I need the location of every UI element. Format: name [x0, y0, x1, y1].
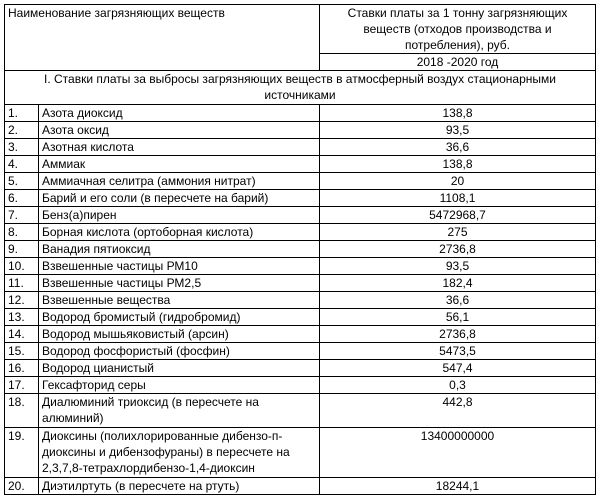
row-number: 18. — [5, 394, 39, 428]
table-row — [5, 343, 596, 360]
table-row — [5, 292, 596, 309]
table-row — [5, 360, 596, 377]
row-rate: 2736,8 — [320, 241, 596, 258]
table-row — [5, 122, 596, 139]
row-substance: Аммиак — [39, 156, 320, 173]
table-row — [5, 173, 596, 190]
row-substance: Взвешенные вещества — [39, 292, 320, 309]
row-number: 2. — [5, 122, 39, 139]
row-number: 4. — [5, 156, 39, 173]
row-number: 5. — [5, 173, 39, 190]
table-row — [5, 478, 596, 495]
section-title: I. Ставки платы за выбросы загрязняющих веществ в атмосферный воздух стационарными источниками — [5, 71, 596, 105]
header-rate-column: Ставки платы за 1 тонну загрязняющих веществ (отходов производства и потребления), руб. — [320, 5, 596, 54]
row-number: 20. — [5, 478, 39, 495]
row-substance: Водород цианистый — [39, 360, 320, 377]
row-substance: Диэтилртуть (в пересчете на ртуть) — [39, 478, 320, 495]
row-rate: 93,5 — [320, 122, 596, 139]
row-rate: 20 — [320, 173, 596, 190]
row-substance: Взвешенные частицы РМ10 — [39, 258, 320, 275]
row-number: 7. — [5, 207, 39, 224]
row-substance: Диоксины (полихлорированные дибензо-п-диоксины и дибензофураны) в пересчете на 2,3,7,8-тетрахлордибензо-1,4-диоксин — [39, 428, 320, 478]
row-substance: Азотная кислота — [39, 139, 320, 156]
row-rate: 138,8 — [320, 156, 596, 173]
header-years: 2018 -2020 год — [320, 54, 596, 71]
table-row — [5, 139, 596, 156]
row-rate: 5473,5 — [320, 343, 596, 360]
row-number: 8. — [5, 224, 39, 241]
row-rate: 182,4 — [320, 275, 596, 292]
table-row — [5, 309, 596, 326]
row-rate: 275 — [320, 224, 596, 241]
table-header-row — [5, 5, 596, 54]
table-row — [5, 377, 596, 394]
row-number: 9. — [5, 241, 39, 258]
row-number: 3. — [5, 139, 39, 156]
row-number: 14. — [5, 326, 39, 343]
row-substance: Диалюминий триоксид (в пересчете на алюминий) — [39, 394, 320, 428]
row-rate: 0,3 — [320, 377, 596, 394]
row-rate: 5472968,7 — [320, 207, 596, 224]
header-name-column: Наименование загрязняющих веществ — [5, 5, 320, 71]
row-rate: 13400000000 — [320, 428, 596, 478]
row-substance: Бенз(а)пирен — [39, 207, 320, 224]
row-number: 15. — [5, 343, 39, 360]
pollutant-rates-table — [4, 4, 596, 495]
row-substance: Борная кислота (ортоборная кислота) — [39, 224, 320, 241]
row-number: 17. — [5, 377, 39, 394]
row-substance: Взвешенные частицы РМ2,5 — [39, 275, 320, 292]
table-row — [5, 275, 596, 292]
row-number: 6. — [5, 190, 39, 207]
row-rate: 547,4 — [320, 360, 596, 377]
table-row — [5, 241, 596, 258]
row-number: 10. — [5, 258, 39, 275]
row-substance: Водород фосфористый (фосфин) — [39, 343, 320, 360]
table-row — [5, 190, 596, 207]
table-row — [5, 258, 596, 275]
row-number: 19. — [5, 428, 39, 478]
row-rate: 93,5 — [320, 258, 596, 275]
row-substance: Аммиачная селитра (аммония нитрат) — [39, 173, 320, 190]
table-row — [5, 207, 596, 224]
row-number: 1. — [5, 105, 39, 122]
row-number: 12. — [5, 292, 39, 309]
row-rate: 18244,1 — [320, 478, 596, 495]
section-row — [5, 71, 596, 105]
row-rate: 2736,8 — [320, 326, 596, 343]
row-number: 16. — [5, 360, 39, 377]
row-substance: Водород бромистый (гидробромид) — [39, 309, 320, 326]
row-substance: Барий и его соли (в пересчете на барий) — [39, 190, 320, 207]
row-rate: 36,6 — [320, 139, 596, 156]
row-rate: 442,8 — [320, 394, 596, 428]
table-row — [5, 326, 596, 343]
table-row — [5, 156, 596, 173]
row-substance: Ванадия пятиоксид — [39, 241, 320, 258]
row-rate: 36,6 — [320, 292, 596, 309]
row-substance: Азота диоксид — [39, 105, 320, 122]
table-row — [5, 105, 596, 122]
row-number: 11. — [5, 275, 39, 292]
row-rate: 138,8 — [320, 105, 596, 122]
table-row — [5, 394, 596, 428]
row-number: 13. — [5, 309, 39, 326]
row-substance: Водород мышьяковистый (арсин) — [39, 326, 320, 343]
row-substance: Азота оксид — [39, 122, 320, 139]
row-substance: Гексафторид серы — [39, 377, 320, 394]
row-rate: 1108,1 — [320, 190, 596, 207]
table-row — [5, 428, 596, 478]
row-rate: 56,1 — [320, 309, 596, 326]
table-row — [5, 224, 596, 241]
